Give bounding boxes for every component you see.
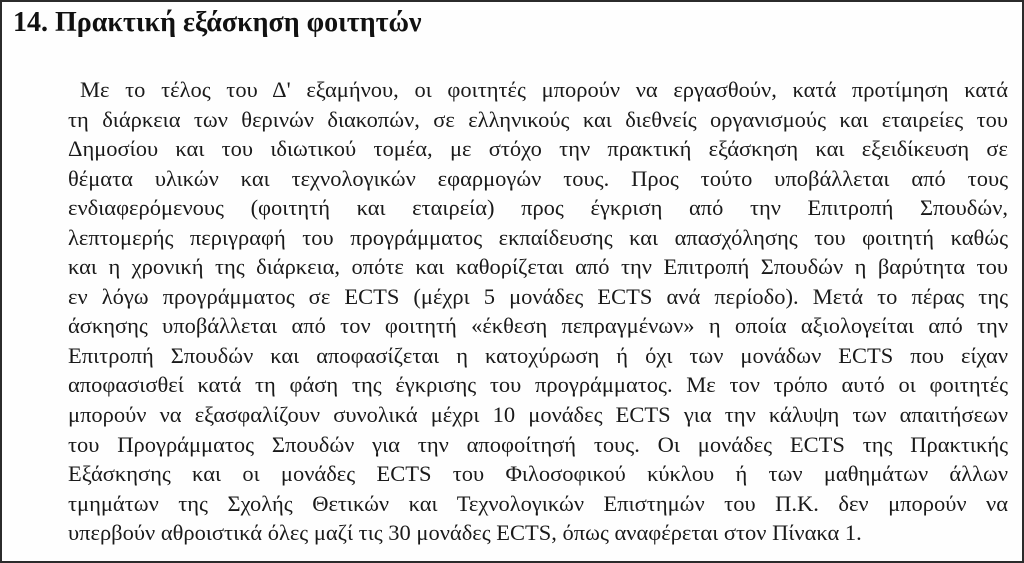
paragraph-line: μπορούν να εξασφαλίζουν συνολικά μέχρι 10 μονάδες ECTS για την κάλυψη των απαιτήσεων	[68, 402, 1008, 428]
paragraph-line: τη διάρκεια των θερινών διακοπών, σε ελληνικούς και διεθνείς οργανισμούς και εταιρείες του	[68, 106, 1008, 132]
paragraph-line: Επιτροπή Σπουδών και αποφασίζεται η κατοχύρωση ή όχι των μονάδων ECTS που είχαν	[68, 342, 1008, 368]
paragraph-line: Με το τέλος του Δ' εξαμήνου, οι φοιτητές μπορούν να εργασθούν, κατά προτίμηση κατά	[80, 77, 1008, 102]
paragraph-line: Εξάσκησης και οι μονάδες ECTS του Φιλοσοφικού κύκλου ή των μαθημάτων άλλων	[68, 461, 1008, 487]
paragraph-line: τμημάτων της Σχολής Θετικών και Τεχνολογικών Επιστημών του Π.Κ. δεν μπορούν να	[68, 490, 1008, 516]
paragraph-line: αποφασισθεί κατά τη φάση της έγκρισης του προγράμματος. Με τον τρόπο αυτό οι φοιτητές	[68, 372, 1008, 398]
section-heading: 14. Πρακτική εξάσκηση φοιτητών	[13, 7, 422, 38]
paragraph-line: λεπτομερής περιγραφή του προγράμματος εκπαίδευσης και απασχόλησης του φοιτητή καθώς	[68, 224, 1008, 250]
body-paragraph	[68, 75, 1008, 548]
paragraph-line: Δημοσίου και του ιδιωτικού τομέα, με στόχο την πρακτική εξάσκηση και εξειδίκευση σε	[68, 136, 1008, 162]
paragraph-line: και η χρονική της διάρκεια, οπότε και καθορίζεται από την Επιτροπή Σπουδών η βαρύτητα του	[68, 254, 1008, 280]
paragraph-line: θέματα υλικών και τεχνολογικών εφαρμογών τους. Προς τούτο υποβάλλεται από τους	[68, 165, 1008, 191]
paragraph-line: ενδιαφερόμενους (φοιτητή και εταιρεία) προς έγκριση από την Επιτροπή Σπουδών,	[68, 195, 1008, 221]
paragraph-line: εν λόγω προγράμματος σε ECTS (μέχρι 5 μονάδες ECTS ανά περίοδο). Μετά το πέρας της	[68, 283, 1008, 309]
paragraph-line: άσκησης υποβάλλεται από τον φοιτητή «έκθεση πεπραγμένων» η οποία αξιολογείται από την	[68, 313, 1008, 339]
paragraph-line: του Προγράμματος Σπουδών για την αποφοίτησή τους. Οι μονάδες ECTS της Πρακτικής	[68, 431, 1008, 457]
paragraph-line: υπερβούν αθροιστικά όλες μαζί τις 30 μονάδες ECTS, όπως αναφέρεται στον Πίνακα 1.	[68, 520, 862, 546]
